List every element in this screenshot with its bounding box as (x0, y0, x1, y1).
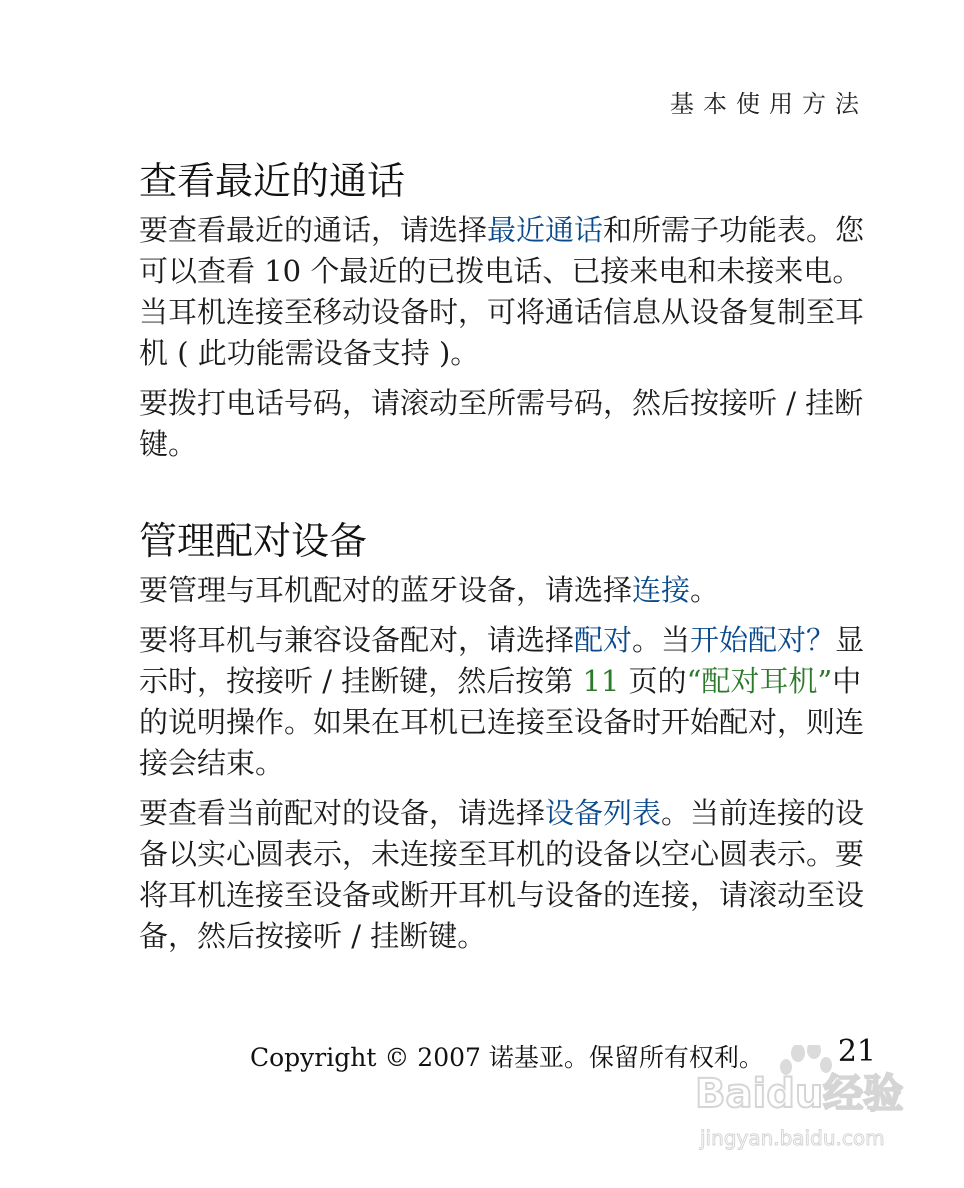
prompt-start-pairing: 开始配对？ (690, 623, 836, 657)
paragraph-pairing: 要将耳机与兼容设备配对，请选择配对。当开始配对？显示时，按接听 / 挂断键，然后按第 11 页的“配对耳机”中的说明操作。如果在耳机已连接至设备时开始配对，则连接会结束。 (139, 623, 865, 780)
paragraph-recent-calls: 要查看最近的通话，请选择最近通话和所需子功能表。您可以查看 10 个最近的已拨电话、已接来电和未接来电。当耳机连接至移动设备时，可将通话信息从设备复制至耳机 ( 此功能需设备支持 )。 (139, 213, 865, 370)
watermark-brand: Baidu经验 (695, 1071, 904, 1117)
menu-term-device-list: 设备列表 (545, 796, 662, 830)
section-title-recent-calls: 查看最近的通话 (139, 159, 406, 203)
menu-term-pair: 配对 (574, 623, 633, 657)
running-head: 基本使用方法 (670, 90, 868, 118)
page-reference: 11 (582, 664, 620, 698)
paragraph-dial-number: 要拨打电话号码，请滚动至所需号码，然后按接听 / 挂断键。 (139, 386, 864, 461)
section-title-manage-paired-devices: 管理配对设备 (139, 519, 368, 563)
page-number: 21 (837, 1034, 876, 1069)
baidu-jingyan-watermark (690, 1045, 920, 1155)
menu-term-recent-calls: 最近通话 (487, 213, 604, 247)
section-reference: “配对耳机” (686, 664, 833, 698)
menu-term-connect: 连接 (632, 573, 691, 607)
copyright-footer: Copyright © 2007 诺基亚。保留所有权利。 (250, 1043, 764, 1072)
paragraph-manage-devices: 要管理与耳机配对的蓝牙设备，请选择连接。 (139, 573, 720, 607)
watermark-url: jingyan.baidu.com (700, 1126, 885, 1150)
paragraph-device-list: 要查看当前配对的设备，请选择设备列表。当前连接的设备以实心圆表示，未连接至耳机的设备以空心圆表示。要将耳机连接至设备或断开耳机与设备的连接，请滚动至设备，然后按接听 / 挂断键。 (139, 796, 865, 953)
